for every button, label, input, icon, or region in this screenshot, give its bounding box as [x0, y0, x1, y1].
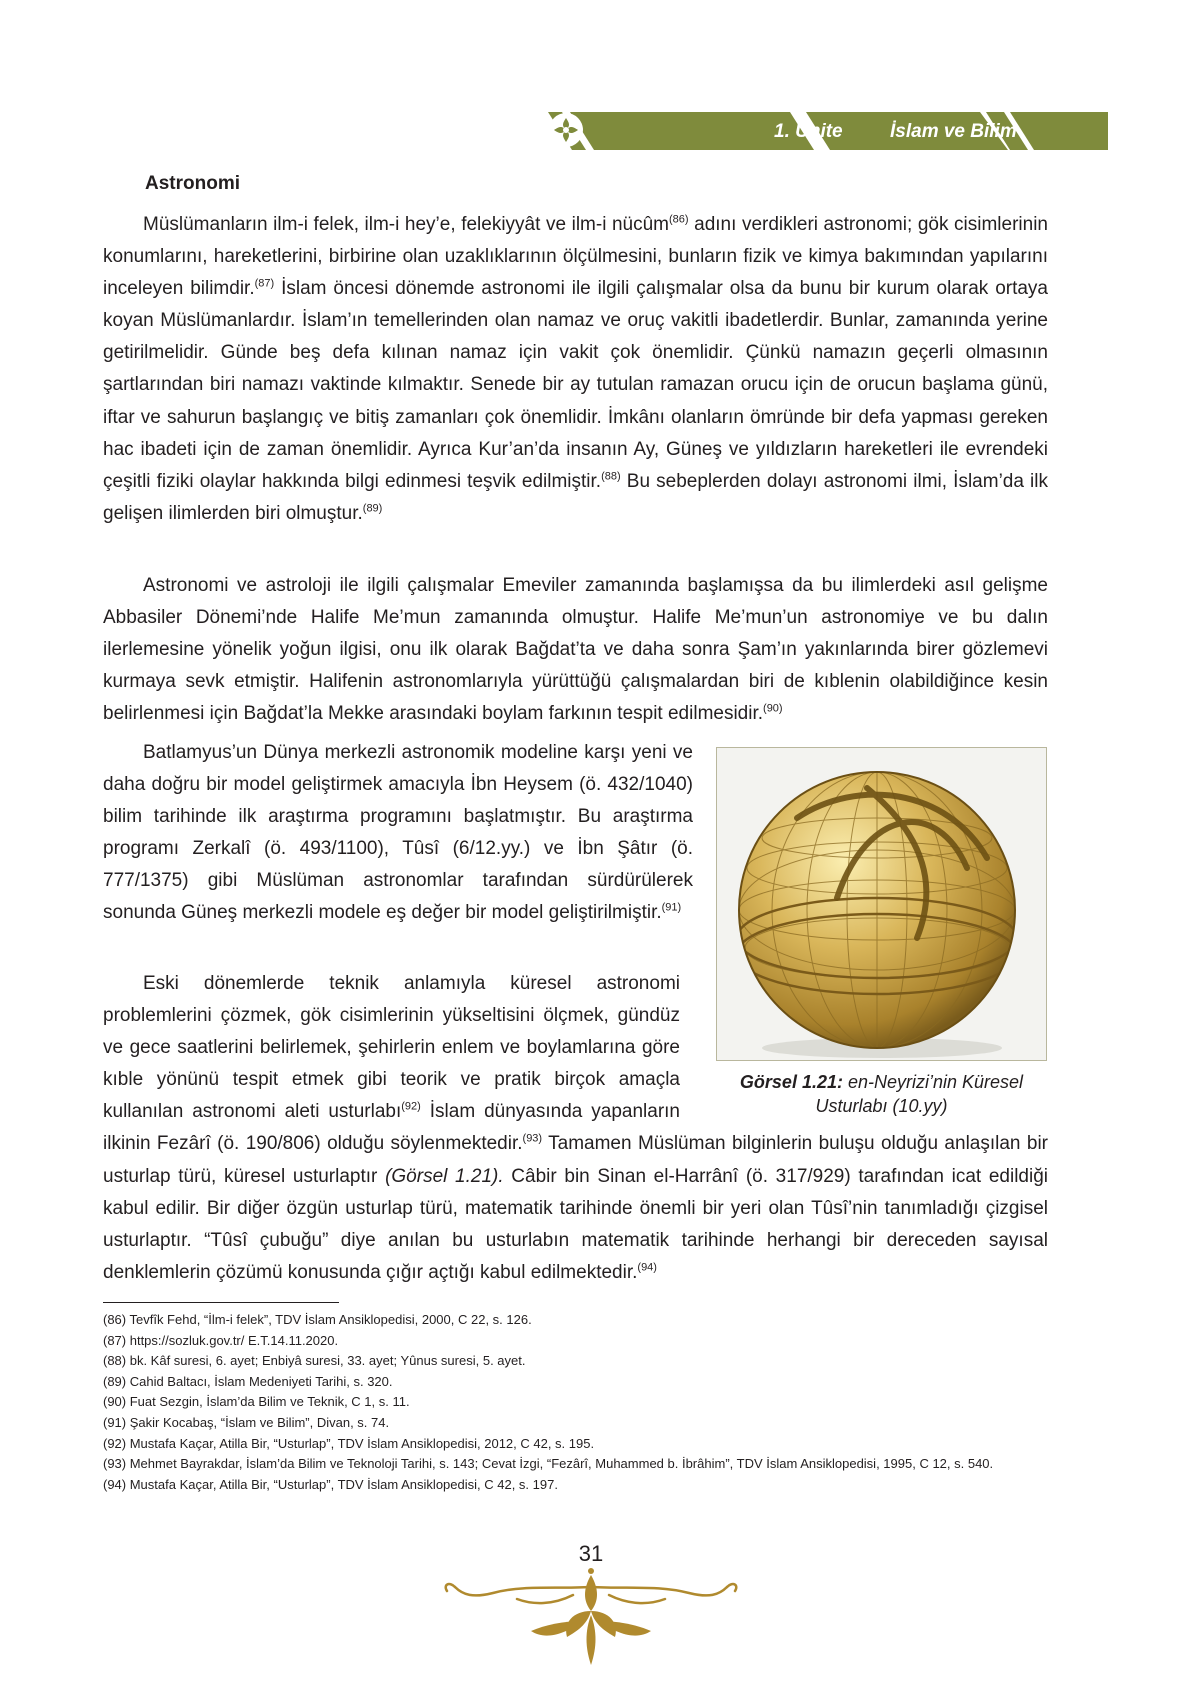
section-title: Astronomi	[145, 173, 240, 194]
footnote-91: (91) Şakir Kocabaş, “İslam ve Bilim”, Divan, s. 74.	[103, 1414, 390, 1430]
footnote-ref-92[interactable]: (92)	[401, 1101, 421, 1114]
paragraph-2: Astronomi ve astroloji ile ilgili çalışmalar Emeviler zamanında başlamışsa da bu ilimlerdeki asıl gelişme Abbasiler Dönemi’nde Halife Me’mun zamanında olmuştur. Halife Me’mun’un astronomiye ve bu dalın ilerlemesine yönelik yoğun ilgisi, onu ilk olarak Bağdat’ta ve daha sonra Şam’ın yakınlarında birer gözlemevi kurmaya sevk etmiştir. Halifenin astronomlarıyla yürüttüğü çalışmalardan biri de kıblenin olabildiğince kesin belirlenmesi için Bağdat’la Mekke arasındaki boylam farkının tespit edilmesidir.$^{(90)}$	[103, 575, 1048, 725]
footnote-divider	[103, 1302, 339, 1303]
footnote-90: (90) Fuat Sezgin, İslam’da Bilim ve Teknik, C 1, s. 11.	[103, 1394, 410, 1410]
footnote-ref-93[interactable]: (93)	[522, 1133, 543, 1146]
chapter-header-banner	[548, 112, 1108, 150]
footnote-94: (94) Mustafa Kaçar, Atilla Bir, “Usturlap”, TDV İslam Ansiklopedisi, C 42, s. 197.	[103, 1476, 558, 1492]
footnote-89: (89) Cahid Baltacı, İslam Medeniyeti Tarihi, s. 320.	[103, 1373, 393, 1389]
unit-label: 1. Ünite	[774, 121, 843, 142]
footnote-93: (93) Mehmet Bayrakdar, İslam’da Bilim ve Teknoloji Tarihi, s. 143; Cevat İzgi, “Fezârî, Muhammed b. İbrâhim”, TDV İslam Ansiklopedisi, 1995, C 12, s. 540.	[103, 1456, 994, 1472]
figure-label: Görsel 1.21:	[739, 1072, 843, 1092]
unit-title: İslam ve Bilim	[890, 121, 1017, 142]
footnote-87: (87) https://sozluk.gov.tr/ E.T.14.11.2020.	[103, 1332, 339, 1348]
footnote-ref-94[interactable]: (94)	[637, 1261, 657, 1274]
spherical-astrolabe-image	[716, 747, 1047, 1061]
page-number: 31	[578, 1541, 604, 1566]
footnote-86: (86) Tevfîk Fehd, “İlm-i felek”, TDV İslam Ansiklopedisi, 2000, C 22, s. 126.	[103, 1312, 532, 1327]
footnote-ref-89[interactable]: (89)	[362, 502, 383, 515]
paragraph-4: Eski dönemlerde teknik anlamıyla küresel astronomi problemlerini çözmek, gök cisimlerinin yükseltisini ölçmek, gündüz ve gece saatlerini belirlemek, şehirlerin enlem ve boylamlarına göre kıble yönünü tespit etmek gibi teorik ve pratik birçok amaçla kullanılan astronomi aleti usturlabı$^{(92)}$ İslam dünyasında yapanların ilkinin Fezârî (ö. 190/806) olduğu söylenmektedir.$^{(93)}$ Tamamen Müslüman bilginlerin buluşu olduğu anlaşılan bir usturlap türü, küresel usturlaptır (Görsel 1.21). Câbir bin Sinan el-Harrânî (ö. 317/929) tarafından icat edildiği kabul edilir. Bir diğer özgün usturlap türü, matematik tarihinde önemli bir yeri olan Tûsî’nin tanımladığı çizgisel usturlaptır. “Tûsî çubuğu” diye anılan bu usturlabın matematik tarihinde herhangi bir dereceden sayısal denklemlerin çözümü konusunda çığır açtığı kabul edilmektedir.$^{(94)}$	[103, 968, 1048, 1289]
figure-reference[interactable]: (Görsel 1.21).	[385, 1165, 504, 1187]
footnote-ref-86[interactable]: (86)	[669, 213, 689, 226]
floral-ornament-icon	[548, 112, 584, 148]
footnotes-list	[103, 1310, 1048, 1495]
paragraph-3: Batlamyus’un Dünya merkezli astronomik modeline karşı yeni ve daha doğru bir model geliştirmek amacıyla İbn Heysem (ö. 432/1040) bilim tarihinde ilk araştırma programını başlatmıştır. Bu araştırma programı Zerkalî (ö. 493/1100), Tûsî (6/12.yy.) ve İbn Şâtır (ö. 777/1375) gibi Müslüman astronomlar tarafından sürdürülerek sonunda Güneş merkezli modele eş değer bir model geliştirilmiştir.$^{(91)}$	[103, 742, 693, 924]
figure-caption: Görsel 1.21: en-Neyrizi’nin Küresel Usturlabı (10.yy)	[739, 1072, 1024, 1116]
footnote-ref-88[interactable]: (88)	[601, 470, 621, 483]
footnote-92: (92) Mustafa Kaçar, Atilla Bir, “Usturlap”, TDV İslam Ansiklopedisi, 2012, C 42, s. 195.	[103, 1435, 595, 1451]
paragraph-1: Müslümanların ilm-i felek, ilm-i hey’e, felekiyyât ve ilm-i nücûm$^{(86)}$ adını verdikleri astronomi; gök cisimlerinin konumlarını, hareketlerini, birbirine olan uzaklıklarının ölçülmesini, bunların fizik ve kimya bakımından yapılarını inceleyen bilimdir.$^{(87)}$ İslam öncesi dönemde astronomi ile ilgili çalışmalar olsa da bunu bir kurum olarak ortaya koyan Müslümanlardır. İslam’ın temellerinden olan namaz ve oruç vakitli ibadetlerdir. Bunlar, zamanında yerine getirilmelidir. Günde beş defa kılınan namaz için vakit çok önemlidir. Çünkü namazın geçerli olmasının şartlarından biri namazı vaktinde kılmaktır. Senede bir ay tutulan ramazan orucu için de orucun başlama günü, iftar ve sahurun başlangıç ve bitiş zamanları çok önemlidir. İmkânı olanların ömründe bir defa yapması gereken hac ibadeti için de zaman önemlidir. Ayrıca Kur’an’da insanın Ay, Güneş ve yıldızların hareketleri ile evrendeki çeşitli fiziki olaylar hakkında bilgi edinmesi teşvik edilmiştir.$^{(88)}$ Bu sebeplerden dolayı astronomi ilmi, İslam’da ilk gelişen ilimlerden biri olmuştur.$^{(89)}$	[103, 213, 1048, 524]
footnote-88: (88) bk. Kâf suresi, 6. ayet; Enbiyâ suresi, 33. ayet; Yûnus suresi, 5. ayet.	[103, 1353, 526, 1369]
footnote-ref-90[interactable]: (90)	[763, 703, 783, 716]
footnote-ref-91[interactable]: (91)	[661, 902, 682, 915]
footnote-ref-87[interactable]: (87)	[254, 277, 275, 290]
floral-ornament-icon	[433, 1565, 749, 1675]
